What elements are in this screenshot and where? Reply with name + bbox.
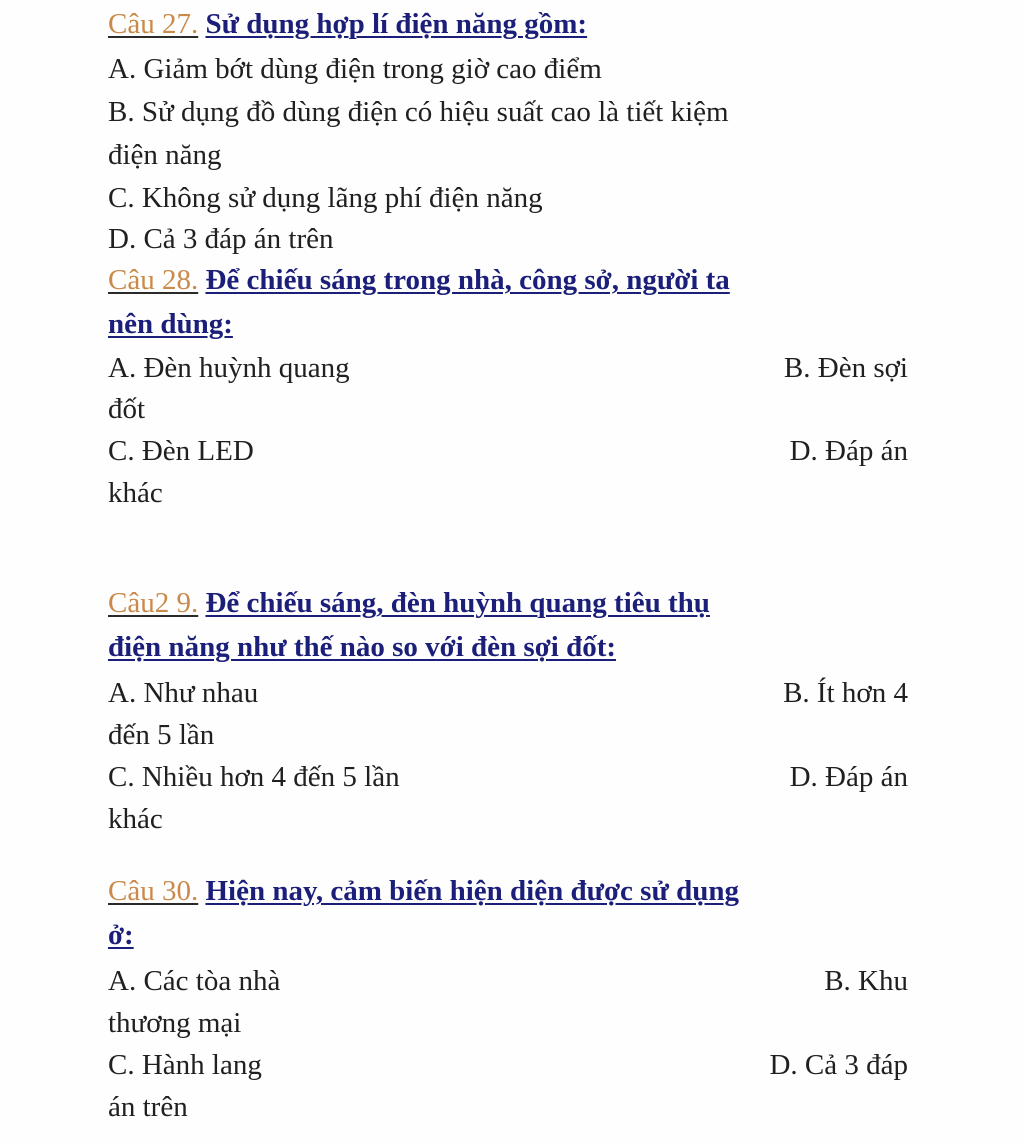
question-28 — [108, 262, 908, 512]
option-c: C. Đèn LED — [108, 435, 254, 467]
question-30 — [108, 873, 908, 1133]
option-d-continuation: khác — [108, 477, 163, 509]
option-b: B. Sử dụng đồ dùng điện có hiệu suất cao là tiết kiệm — [108, 96, 729, 128]
question-28-header — [108, 262, 730, 298]
question-30-header — [108, 873, 739, 909]
option-b-continuation: điện năng — [108, 139, 222, 171]
option-d-continuation: khác — [108, 803, 163, 835]
option-a: A. Giảm bớt dùng điện trong giờ cao điểm — [108, 53, 602, 85]
question-29 — [108, 585, 908, 845]
question-27-header — [108, 6, 587, 42]
question-stem: Để chiếu sáng trong nhà, công sở, người ta — [205, 264, 730, 296]
option-c: C. Hành lang — [108, 1049, 262, 1081]
question-number: Câu2 9. — [108, 587, 199, 619]
option-b: B. Khu — [824, 965, 908, 997]
option-b-continuation: thương mại — [108, 1007, 242, 1039]
option-d: D. Đáp án — [789, 761, 908, 793]
question-number: Câu 27. — [108, 8, 199, 40]
question-29-header — [108, 585, 710, 621]
question-stem-continuation: điện năng như thế nào so với đèn sợi đốt: — [108, 631, 617, 663]
option-b: B. Đèn sợi — [783, 352, 908, 384]
option-d: D. Đáp án — [789, 435, 908, 467]
option-c: C. Nhiều hơn 4 đến 5 lần — [108, 761, 400, 793]
option-d: D. Cả 3 đáp — [769, 1049, 908, 1081]
question-stem: Để chiếu sáng, đèn huỳnh quang tiêu thụ — [205, 587, 710, 619]
option-b-continuation: đến 5 lần — [108, 719, 215, 751]
question-stem: Sử dụng hợp lí điện năng gồm: — [205, 8, 588, 40]
option-d: D. Cả 3 đáp án trên — [108, 223, 334, 255]
question-stem: Hiện nay, cảm biến hiện diện được sử dụng — [205, 875, 739, 907]
option-a: A. Như nhau — [108, 677, 259, 709]
question-number: Câu 28. — [108, 264, 199, 296]
option-c: C. Không sử dụng lãng phí điện năng — [108, 182, 543, 214]
question-27 — [108, 0, 908, 260]
question-stem-continuation: nên dùng: — [108, 308, 233, 340]
option-d-continuation: án trên — [108, 1091, 188, 1123]
option-a: A. Đèn huỳnh quang — [108, 352, 350, 384]
question-number: Câu 30. — [108, 875, 199, 907]
option-a: A. Các tòa nhà — [108, 965, 281, 997]
question-stem-continuation: ở: — [108, 919, 134, 951]
option-b-continuation: đốt — [108, 393, 146, 425]
option-b: B. Ít hơn 4 — [783, 677, 908, 709]
